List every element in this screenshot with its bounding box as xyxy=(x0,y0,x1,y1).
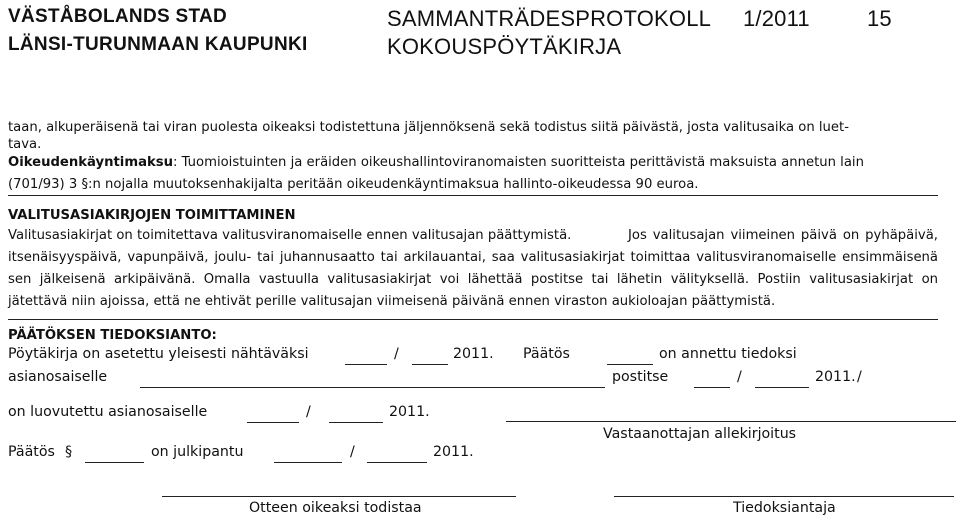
posted-year: 2011. xyxy=(453,346,494,362)
decision-number-blank xyxy=(607,352,653,365)
date-slash: / xyxy=(737,369,742,385)
published-month-blank xyxy=(367,450,427,463)
date-slash: / xyxy=(394,346,399,362)
mail-label: postitse xyxy=(612,369,669,385)
handed-label: on luovutettu asianosaiselle xyxy=(8,404,208,420)
parties-name-blank xyxy=(140,375,605,388)
organization-name-fi: LÄNSI-TURUNMAAN KAUPUNKI xyxy=(8,34,308,55)
delivery-paragraph: Jos valitusajan viimeinen päivä on pyhäpäivä, itsenäisyyspäivä, vapunpäivä, joulu- tai juhannusaatto tai arkilauantai, saa valitusasiakirjat toimittaa valitusviranomaiselle ensimmäisenä sen jälkeisenä arkipäivänä. Omalla vastuulla valitusasiakirjat voi lähettää postitse tai lähetin välityksellä. Postiin valitusasiakirjat on jätettävä niin ajoissa, että ne ehtivät perille valitusajan viimeisenä päivänä ennen viraston aukioloajan päättymistä. xyxy=(8,228,938,309)
handed-year: 2011. xyxy=(389,404,430,420)
mail-month-blank xyxy=(755,375,809,388)
decision-label: Päätös xyxy=(523,346,570,362)
mail-day-blank xyxy=(694,375,730,388)
section-divider xyxy=(8,195,938,196)
court-fee-amount-line: (701/93) 3 §:n nojalla muutoksenhakijalta peritään oikeudenkäyntimaksua hallinto-oikeudessa 90 euroa. xyxy=(8,177,699,192)
notice-heading: PÄÄTÖKSEN TIEDOKSIANTO: xyxy=(8,328,217,343)
certifier-label: Otteen oikeaksi todistaa xyxy=(249,500,422,516)
handed-day-blank xyxy=(247,410,299,423)
protocol-number: 1/2011 xyxy=(743,6,810,31)
document-type-fi: KOKOUSPÖYTÄKIRJA xyxy=(387,34,622,59)
posted-day-blank xyxy=(345,352,387,365)
delivery-heading: VALITUSASIAKIRJOJEN TOIMITTAMINEN xyxy=(8,208,296,223)
handed-month-blank xyxy=(329,410,383,423)
page-number: 15 xyxy=(867,6,892,31)
section-divider-2 xyxy=(8,319,938,320)
published-section-blank xyxy=(85,450,144,463)
published-day-blank xyxy=(274,450,342,463)
notifier-label: Tiedoksiantaja xyxy=(733,500,836,516)
organization-name-sv: VÄSTÅBOLANDS STAD xyxy=(8,6,228,27)
document-type-sv: SAMMANTRÄDESPROTOKOLL xyxy=(387,6,712,31)
date-slash: / xyxy=(857,369,862,385)
published-decision-label: Päätös xyxy=(8,444,55,460)
parties-label: asianosaiselle xyxy=(8,369,108,385)
published-year: 2011. xyxy=(433,444,474,460)
intro-line-end: tava. xyxy=(8,137,42,152)
section-sign: § xyxy=(65,444,73,460)
published-label: on julkipantu xyxy=(151,444,244,460)
delivery-deadline-text: Valitusasiakirjat on toimitettava valitusviranomaiselle ennen valitusajan päättymistä. xyxy=(8,228,572,243)
court-fee-line xyxy=(8,152,864,174)
date-slash: / xyxy=(306,404,311,420)
date-slash: / xyxy=(350,444,355,460)
posted-label: Pöytäkirja on asetettu yleisesti nähtäväksi xyxy=(8,346,309,362)
posted-month-blank xyxy=(412,352,448,365)
intro-line: taan, alkuperäisenä tai viran puolesta oikeaksi todistettuna jäljennöksenä sekä todistus siitä päivästä, josta valitusaika on luet- xyxy=(8,120,849,135)
receiver-signature-label: Vastaanottajan allekirjoitus xyxy=(603,426,797,442)
informed-label: on annettu tiedoksi xyxy=(659,346,797,362)
court-fee-label: Oikeudenkäyntimaksu xyxy=(8,155,173,170)
certifier-signature-line xyxy=(162,496,516,497)
notifier-signature-line xyxy=(614,496,954,497)
court-fee-text: : Tuomioistuinten ja eräiden oikeushallintoviranomaisten suoritteista perittävistä maksuista annetun lain xyxy=(172,155,864,170)
receiver-signature-line xyxy=(506,421,956,422)
mail-year: 2011. xyxy=(815,369,856,385)
